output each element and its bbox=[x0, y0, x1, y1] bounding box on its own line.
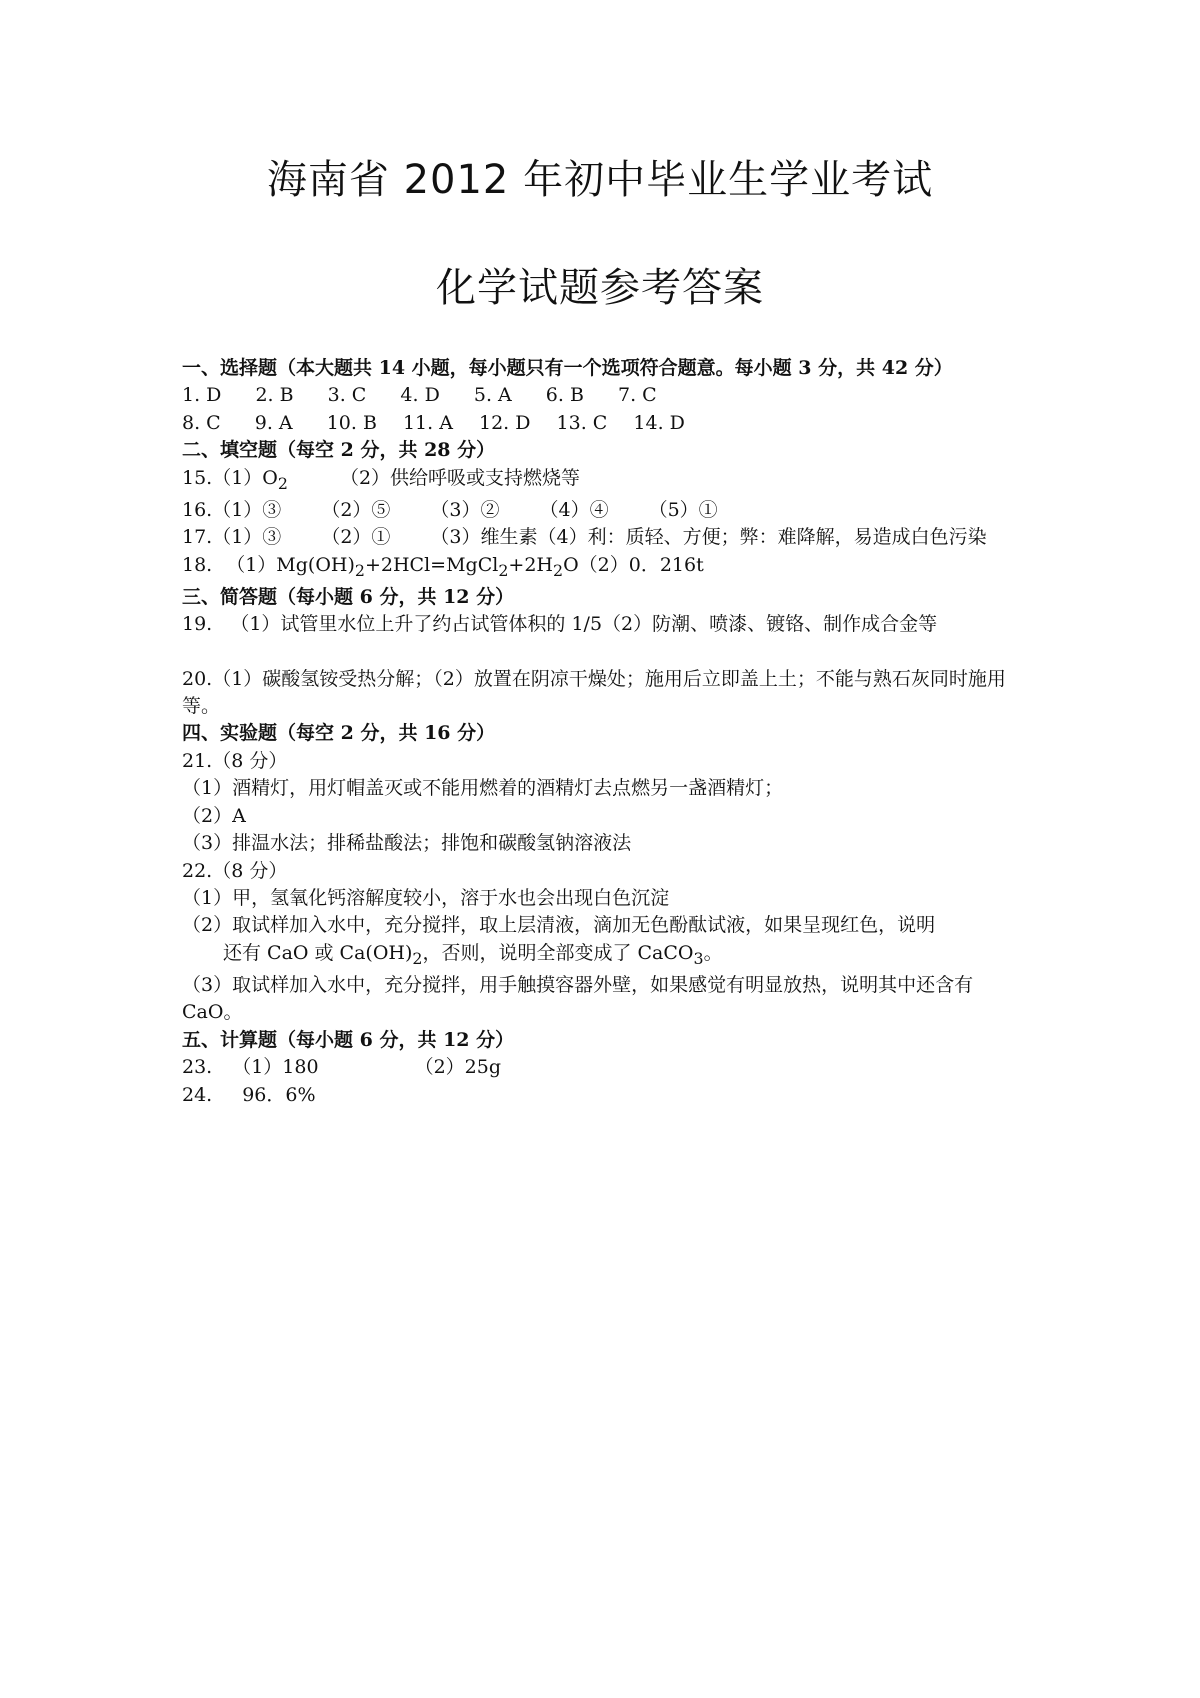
question-22-heading: 22.（8 分） bbox=[182, 859, 288, 882]
subscript: 2 bbox=[498, 560, 509, 580]
question-23 bbox=[182, 1054, 1032, 1081]
question-number: 16. bbox=[182, 498, 213, 521]
answer-part: （2）⑤ bbox=[321, 498, 391, 521]
answer-part: （5）① bbox=[648, 498, 718, 521]
question-18 bbox=[182, 552, 1032, 584]
answer-4: 4. D bbox=[400, 384, 440, 407]
answer-part: （1）180 bbox=[232, 1056, 319, 1079]
answer-part: 还有 CaO 或 Ca(OH) bbox=[223, 941, 413, 964]
answer-part: （2）供给呼吸或支持燃烧等 bbox=[339, 466, 581, 489]
section-3-heading: 三、简答题（每小题 6 分，共 12 分） bbox=[182, 585, 515, 608]
question-21-line: （3）排温水法；排稀盐酸法；排饱和碳酸氢钠溶液法 bbox=[182, 832, 632, 855]
section-2-heading: 二、填空题（每空 2 分，共 28 分） bbox=[182, 439, 496, 462]
answer-12: 12. D bbox=[479, 411, 531, 434]
answer-part: 。 bbox=[703, 941, 723, 964]
question-number: 15. bbox=[182, 466, 213, 489]
question-15 bbox=[182, 465, 1032, 497]
document-subtitle: 化学试题参考答案 bbox=[436, 265, 764, 311]
subscript: 2 bbox=[552, 560, 564, 580]
equation-part: O（2）0．216t bbox=[563, 553, 704, 576]
question-number: 23. bbox=[182, 1056, 213, 1079]
answer-3: 3. C bbox=[327, 384, 367, 407]
choice-answers-row-1 bbox=[182, 382, 1032, 409]
answer-8: 8. C bbox=[182, 411, 221, 434]
equation-part: +2HCl=MgCl bbox=[364, 553, 499, 576]
equation-part: +2H bbox=[508, 553, 553, 576]
question-number: 18. bbox=[182, 553, 213, 576]
section-4-heading: 四、实验题（每空 2 分，共 16 分） bbox=[182, 722, 496, 745]
answer-part: （3）维生素（4）利：质轻、方便；弊：难降解，易造成白色污染 bbox=[430, 526, 987, 549]
question-22-line: （2）取试样加入水中，充分搅拌，取上层清液，滴加无色酚酞试液，如果呈现红色，说明 bbox=[182, 914, 936, 937]
answer-1: 1. D bbox=[182, 384, 222, 407]
question-number: 17. bbox=[182, 526, 213, 549]
answer-13: 13. C bbox=[556, 411, 608, 434]
answer-part: （2）25g bbox=[414, 1056, 502, 1079]
question-number: 24. bbox=[182, 1083, 213, 1106]
answer-part: （4）④ bbox=[539, 498, 609, 521]
answer-part: （3）② bbox=[430, 498, 500, 521]
section-1-heading: 一、选择题（本大题共 14 小题，每小题只有一个选项符合题意。每小题 3 分，共 42 分） bbox=[182, 357, 953, 379]
answer-9: 9. A bbox=[254, 411, 293, 434]
question-21-line: （2）A bbox=[182, 804, 246, 827]
answer-part: （1）③ bbox=[212, 498, 282, 521]
subscript: 2 bbox=[412, 948, 423, 968]
answer-part: （1）③ bbox=[212, 526, 282, 549]
question-20: 20.（1）碳酸氢铵受热分解；（2）放置在阴凉干燥处；施用后立即盖上土；不能与熟石灰同时施用等。 bbox=[182, 667, 1006, 718]
answer-2: 2. B bbox=[255, 384, 294, 407]
equation-part: （1）Mg(OH) bbox=[226, 553, 355, 576]
subscript: 2 bbox=[277, 473, 288, 493]
answer-10: 10. B bbox=[326, 411, 377, 434]
question-22-line: （3）取试样加入水中，充分搅拌，用手触摸容器外壁，如果感觉有明显放热，说明其中还含有 CaO。 bbox=[182, 973, 974, 1024]
answer-7: 7. C bbox=[617, 384, 657, 407]
section-5-heading: 五、计算题（每小题 6 分，共 12 分） bbox=[182, 1028, 515, 1051]
answer-14: 14. D bbox=[633, 411, 685, 434]
question-22-line: （1）甲，氢氧化钙溶解度较小，溶于水也会出现白色沉淀 bbox=[182, 886, 670, 909]
question-24 bbox=[182, 1082, 1032, 1109]
answer-5: 5. A bbox=[473, 384, 512, 407]
blank-line bbox=[182, 639, 1032, 666]
answer-part: （2）① bbox=[321, 526, 391, 549]
answer-part: ，否则，说明全部变成了 CaCO bbox=[422, 941, 694, 964]
question-22-line bbox=[182, 940, 1032, 972]
answer-part: （1）O bbox=[212, 466, 278, 489]
subscript: 2 bbox=[354, 560, 365, 580]
document-title: 海南省 2012 年初中毕业生学业考试 bbox=[266, 157, 934, 203]
question-16 bbox=[182, 497, 1032, 524]
question-21-line: （1）酒精灯，用灯帽盖灭或不能用燃着的酒精灯去点燃另一盏酒精灯； bbox=[182, 777, 784, 800]
choice-answers-row-2 bbox=[182, 410, 1032, 437]
answer-6: 6. B bbox=[545, 384, 584, 407]
question-21-heading: 21.（8 分） bbox=[182, 749, 288, 772]
answer-11: 11. A bbox=[402, 411, 453, 434]
answer-body bbox=[182, 355, 1032, 1109]
subscript: 3 bbox=[693, 948, 704, 968]
answer-part: 96．6% bbox=[242, 1083, 316, 1106]
question-17 bbox=[182, 524, 1032, 551]
question-19: 19. （1）试管里水位上升了约占试管体积的 1/5（2）防潮、喷漆、镀铬、制作成合金等 bbox=[182, 613, 938, 636]
